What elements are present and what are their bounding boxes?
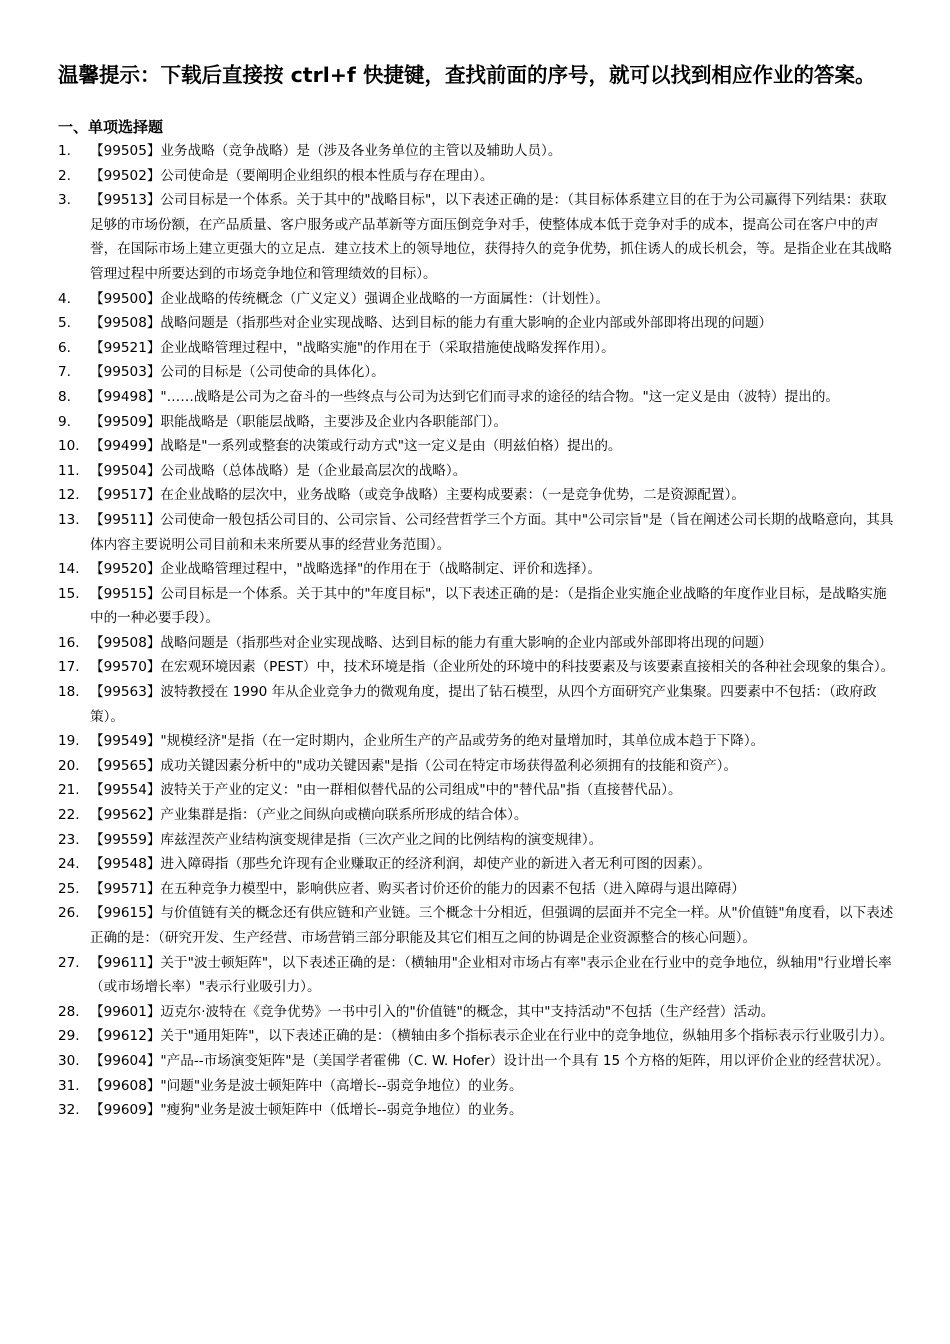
item-text: 【99615】与价值链有关的概念还有供应链和产业链。三个概念十分相近，但强调的层面并不完全一样。从"价值链"角度看，以下表述正确的是：（研究开发、生产经营、市场营销三部分职能及其它们相互之间的协调是企业资源整合的核心问题）。 xyxy=(90,905,894,946)
item-number: 12. xyxy=(58,487,80,504)
item-number: 23. xyxy=(58,831,80,848)
list-item xyxy=(58,1049,898,1074)
item-number: 17. xyxy=(58,659,80,676)
item-text: 【99565】成功关键因素分析中的"成功关键因素"是指（公司在特定市场获得盈利必须拥有的技能和资产）。 xyxy=(90,757,738,774)
list-item xyxy=(58,778,898,803)
item-text: 【99513】公司目标是一个体系。关于其中的"战略目标"，以下表述正确的是：（其目标体系建立目的在于为公司赢得下列结果：获取足够的市场份额，在产品质量、客户服务或产品革新等方面压倒竞争对手，使整体成本低于竞争对手的成本，提高公司在客户中的声誉，在国际市场上建立更强大的立足点．建立技术上的领导地位，获得持久的竞争优势，抓住诱人的成长机会，等。是指企业在其战略管理过程中所要达到的市场竞争地位和管理绩效的目标）。 xyxy=(90,192,893,282)
list-item xyxy=(58,1098,898,1123)
item-text: 【99520】企业战略管理过程中，"战略选择"的作用在于（战略制定、评价和选择）。 xyxy=(90,561,602,578)
item-number: 14. xyxy=(58,561,80,578)
item-number: 18. xyxy=(58,684,80,701)
item-text: 【99611】关于"波士顿矩阵"，以下表述正确的是：（横轴用"企业相对市场占有率"表示企业在行业中的竞争地位，纵轴用"行业增长率（或市场增长率）"表示行业吸引力）。 xyxy=(90,954,892,996)
item-number: 24. xyxy=(58,856,80,873)
list-item xyxy=(58,680,898,729)
item-number: 28. xyxy=(58,1003,80,1020)
item-text: 【99515】公司目标是一个体系。关于其中的"年度目标"，以下表述正确的是：（是指企业实施企业战略的年度作业目标，是战略实施中的一种必要手段）。 xyxy=(90,585,887,627)
item-text: 【99509】职能战略是（职能层战略，主要涉及企业内各职能部门）。 xyxy=(90,413,508,430)
item-number: 3. xyxy=(58,192,71,209)
item-text: 【99554】波特关于产业的定义："由一群相似替代品的公司组成"中的"替代品"指（直接替代品）。 xyxy=(90,782,682,799)
item-number: 30. xyxy=(58,1052,80,1069)
list-item xyxy=(58,901,898,950)
list-item xyxy=(58,828,898,853)
item-text: 【99504】公司战略（总体战略）是（企业最高层次的战略）。 xyxy=(90,462,467,479)
item-text: 【99508】战略问题是（指那些对企业实现战略、达到目标的能力有重大影响的企业内部或外部即将出现的问题） xyxy=(90,634,773,651)
list-item xyxy=(58,1024,898,1049)
item-text: 【99511】公司使命一般包括公司目的、公司宗旨、公司经营哲学三个方面。其中"公司宗旨"是（旨在阐述公司长期的战略意向，其具体内容主要说明公司目前和未来所要从事的经营业务范围）。 xyxy=(90,511,894,553)
item-number: 20. xyxy=(58,757,80,774)
list-item xyxy=(58,139,898,164)
item-number: 21. xyxy=(58,782,80,799)
item-number: 1. xyxy=(58,143,71,159)
item-number: 6. xyxy=(58,339,71,356)
list-item xyxy=(58,336,898,361)
item-number: 9. xyxy=(58,413,71,430)
list-item xyxy=(58,360,898,385)
item-text: 【99609】"瘦狗"业务是波士顿矩阵中（低增长--弱竞争地位）的业务。 xyxy=(90,1102,523,1119)
item-text: 【99604】"产品--市场演变矩阵"是（美国学者霍佛（C. W. Hofer）设计出一个具有 15 个方格的矩阵，用以评价企业的经营状况）。 xyxy=(90,1052,890,1069)
question-list xyxy=(58,139,898,1123)
item-number: 8. xyxy=(58,388,71,405)
list-item xyxy=(58,410,898,435)
item-number: 31. xyxy=(58,1077,80,1094)
item-number: 10. xyxy=(58,438,80,455)
list-item xyxy=(58,1000,898,1025)
item-text: 【99498】"……战略是公司为之奋斗的一些终点与公司为达到它们而寻求的途径的结合物。"这一定义是由（波特）提出的。 xyxy=(90,388,840,405)
list-item xyxy=(58,803,898,828)
item-number: 11. xyxy=(58,462,80,479)
list-item xyxy=(58,483,898,508)
item-number: 15. xyxy=(58,585,80,602)
list-item xyxy=(58,164,898,189)
item-text: 【99521】企业战略管理过程中，"战略实施"的作用在于（采取措施使战略发挥作用）。 xyxy=(90,339,615,356)
item-text: 【99508】战略问题是（指那些对企业实现战略、达到目标的能力有重大影响的企业内部或外部即将出现的问题） xyxy=(90,315,773,332)
item-text: 【99563】波特教授在 1990 年从企业竞争力的微观角度，提出了钻石模型，从四个方面研究产业集聚。四要素中不包括：（政府政策）。 xyxy=(90,684,877,725)
list-item xyxy=(58,508,898,557)
item-number: 5. xyxy=(58,315,71,332)
list-item xyxy=(58,582,898,631)
list-item xyxy=(58,287,898,312)
page-title: 温馨提示：下载后直接按 ctrl+f 快捷键，查找前面的序号，就可以找到相应作业的答案。 xyxy=(58,63,876,87)
item-number: 32. xyxy=(58,1102,80,1119)
list-item xyxy=(58,311,898,336)
list-item xyxy=(58,459,898,484)
item-text: 【99502】公司使命是（要阐明企业组织的根本性质与存在理由）。 xyxy=(90,167,494,184)
item-text: 【99503】公司的目标是（公司使命的具体化）。 xyxy=(90,364,385,381)
list-item xyxy=(58,385,898,410)
item-text: 【99517】在企业战略的层次中，业务战略（或竞争战略）主要构成要素：（一是竞争优势，二是资源配置）。 xyxy=(90,487,745,504)
item-text: 【99562】产业集群是指：（产业之间纵向或横向联系所形成的结合体）。 xyxy=(90,807,528,824)
section-heading: 一、单项选择题 xyxy=(58,118,164,136)
list-item xyxy=(58,655,898,680)
item-text: 【99608】"问题"业务是波士顿矩阵中（高增长--弱竞争地位）的业务。 xyxy=(90,1077,523,1094)
item-text: 【99505】业务战略（竞争战略）是（涉及各业务单位的主管以及辅助人员）。 xyxy=(90,143,562,159)
item-text: 【99549】"规模经济"是指（在一定时期内，企业所生产的产品或劳务的绝对量增加时，其单位成本趋于下降）。 xyxy=(90,733,765,750)
list-item xyxy=(58,557,898,582)
list-item xyxy=(58,1074,898,1099)
list-item xyxy=(58,188,898,286)
item-number: 19. xyxy=(58,733,80,750)
item-text: 【99559】库兹涅茨产业结构演变规律是指（三次产业之间的比例结构的演变规律）。 xyxy=(90,831,603,848)
item-text: 【99571】在五种竞争力模型中，影响供应者、购买者讨价还价的能力的因素不包括（进入障碍与退出障碍） xyxy=(90,880,745,897)
item-number: 22. xyxy=(58,807,80,824)
item-text: 【99570】在宏观环境因素（PEST）中，技术环境是指（企业所处的环境中的科技要素及与该要素直接相关的各种社会现象的集合）。 xyxy=(90,659,895,676)
list-item xyxy=(58,631,898,656)
list-item xyxy=(58,877,898,902)
item-text: 【99612】关于"通用矩阵"，以下表述正确的是：（横轴由多个指标表示企业在行业中的竞争地位，纵轴用多个指标表示行业吸引力）。 xyxy=(90,1028,894,1045)
list-item xyxy=(58,754,898,779)
item-number: 16. xyxy=(58,634,80,651)
item-number: 27. xyxy=(58,954,80,971)
list-item xyxy=(58,852,898,877)
list-item xyxy=(58,729,898,754)
item-text: 【99601】迈克尔·波特在《竞争优势》一书中引入的"价值链"的概念，其中"支持活动"不包括（生产经营）活动。 xyxy=(90,1003,775,1020)
item-number: 29. xyxy=(58,1028,80,1045)
item-number: 7. xyxy=(58,364,71,381)
list-item xyxy=(58,951,898,1000)
item-number: 26. xyxy=(58,905,80,922)
item-number: 13. xyxy=(58,511,80,528)
item-number: 4. xyxy=(58,290,71,307)
item-text: 【99500】企业战略的传统概念（广义定义）强调企业战略的一方面属性：（计划性）。 xyxy=(90,290,610,307)
item-number: 2. xyxy=(58,167,71,184)
item-number: 25. xyxy=(58,880,80,897)
item-text: 【99499】战略是"一系列或整套的决策或行动方式"这一定义是由（明兹伯格）提出的。 xyxy=(90,438,622,455)
list-item xyxy=(58,434,898,459)
item-text: 【99548】进入障碍指（那些允许现有企业赚取正的经济利润，却使产业的新进入者无利可图的因素）。 xyxy=(90,856,711,873)
